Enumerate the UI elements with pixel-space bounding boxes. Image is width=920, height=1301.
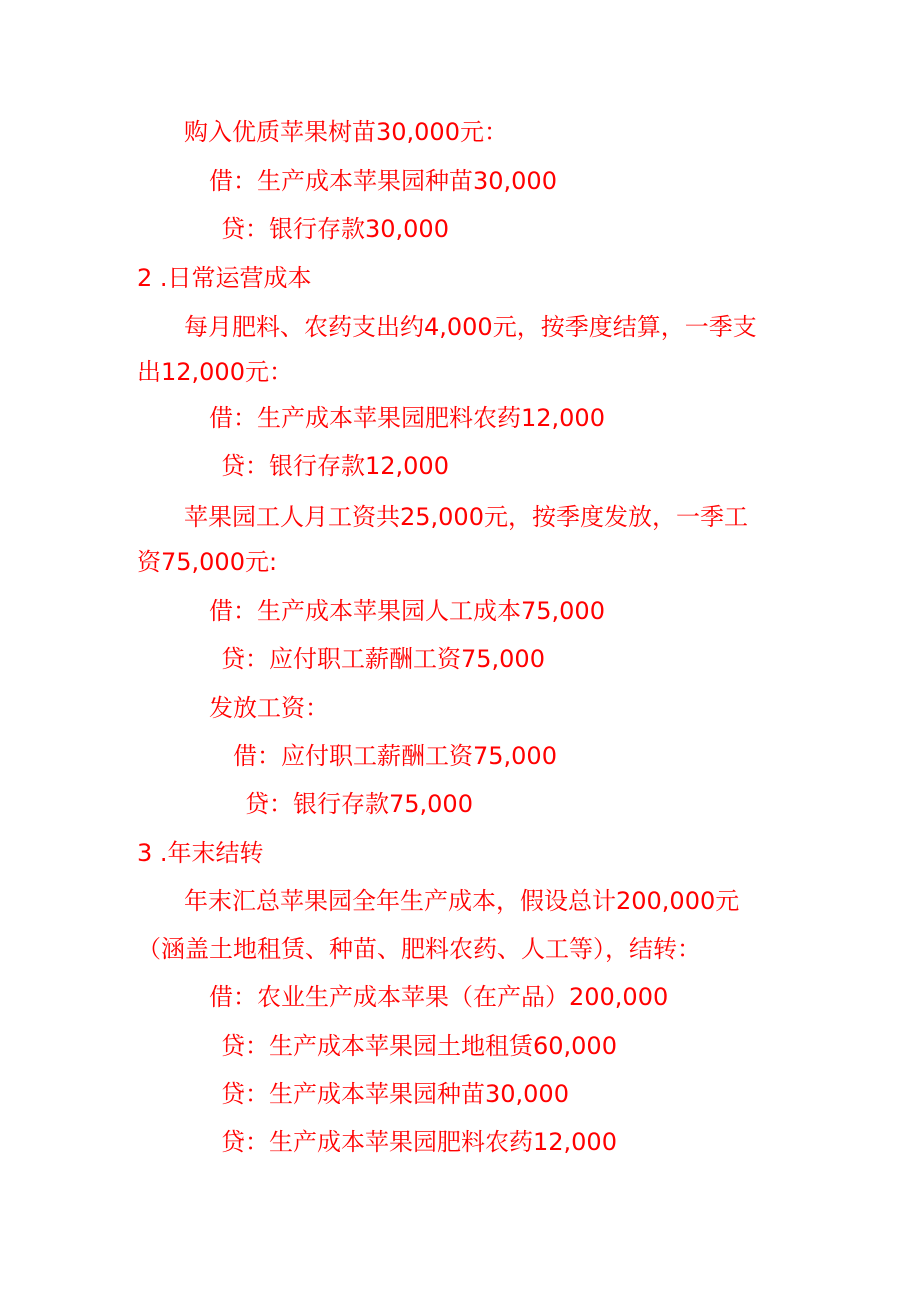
journal-debit-line: 借：农业生产成本苹果（在产品）200,000 xyxy=(209,983,669,1011)
journal-credit-line: 贷：生产成本苹果园土地租赁60,000 xyxy=(221,1032,617,1060)
paragraph-line: 每月肥料、农药支出约4,000元，按季度结算，一季支 xyxy=(184,313,757,341)
paragraph-line: 苹果园工人月工资共25,000元，按季度发放，一季工 xyxy=(184,503,748,531)
paragraph-line: 资75,000元: xyxy=(137,548,278,576)
section-heading-year-end-closing: 3 .年末结转 xyxy=(137,839,264,867)
paragraph-line: （涵盖土地租赁、种苗、肥料农药、人工等），结转： xyxy=(137,935,701,963)
journal-debit-line: 借：生产成本苹果园肥料农药12,000 xyxy=(209,404,605,432)
text-line-purchase-seedlings: 购入优质苹果树苗30,000元： xyxy=(184,118,508,146)
paragraph-line-pay-wages: 发放工资： xyxy=(209,694,329,722)
paragraph-line: 年末汇总苹果园全年生产成本，假设总计200,000元 xyxy=(184,887,740,915)
journal-debit-line: 借：生产成本苹果园人工成本75,000 xyxy=(209,597,605,625)
journal-credit-line: 贷：银行存款30,000 xyxy=(221,215,449,243)
journal-debit-line: 借：应付职工薪酬工资75,000 xyxy=(233,742,557,770)
journal-credit-line: 贷：银行存款12,000 xyxy=(221,452,449,480)
journal-credit-line: 贷：生产成本苹果园种苗30,000 xyxy=(221,1080,569,1108)
journal-credit-line: 贷：应付职工薪酬工资75,000 xyxy=(221,645,545,673)
journal-credit-line: 贷：生产成本苹果园肥料农药12,000 xyxy=(221,1128,617,1156)
journal-credit-line: 贷：银行存款75,000 xyxy=(245,790,473,818)
paragraph-line: 出12,000元： xyxy=(137,358,293,386)
journal-debit-line: 借：生产成本苹果园种苗30,000 xyxy=(209,167,557,195)
section-heading-operating-costs: 2 .日常运营成本 xyxy=(137,264,312,292)
